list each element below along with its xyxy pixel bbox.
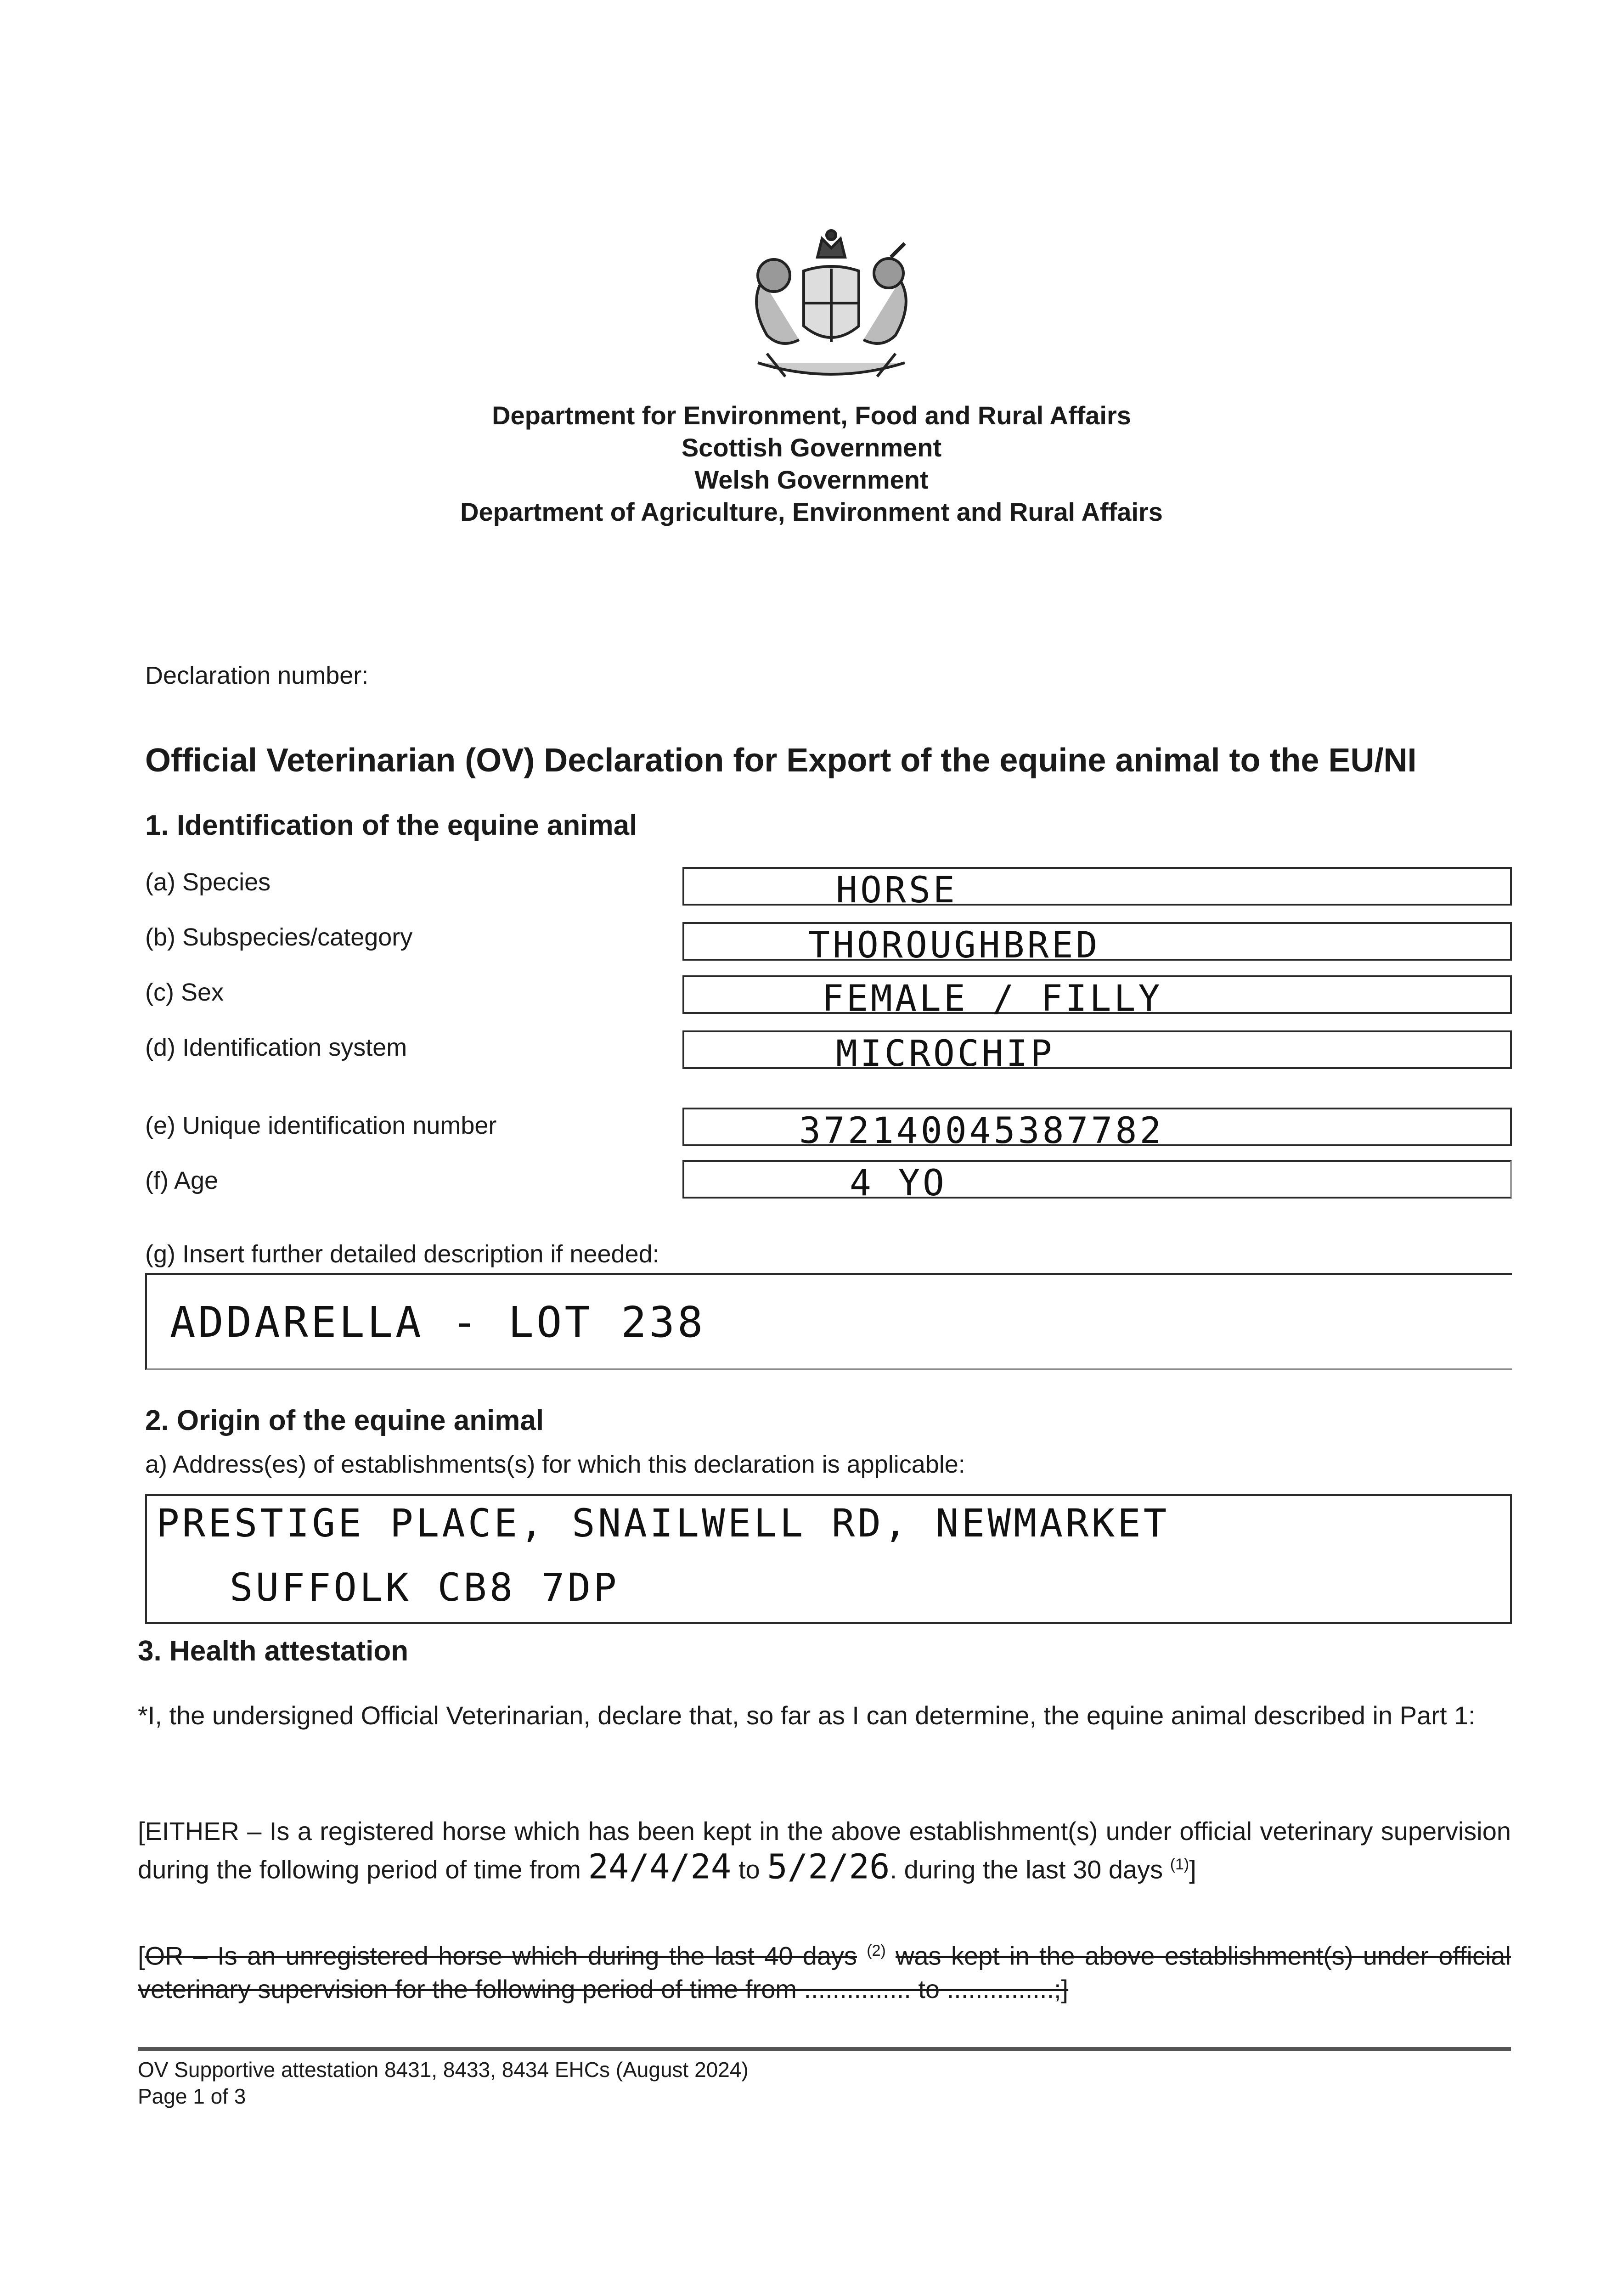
royal-coat-of-arms-icon (730, 225, 932, 395)
sex-label: (c) Sex (145, 979, 224, 1006)
further-description-value: ADDARELLA - LOT 238 (170, 1298, 706, 1347)
department-name: Welsh Government (694, 465, 929, 494)
either-footnote: (1) (1170, 1856, 1189, 1873)
unique-id-field[interactable] (682, 1108, 1512, 1152)
footer-attestation-ref: OV Supportive attestation 8431, 8433, 8434 EHCs (August 2024) (138, 2058, 749, 2082)
either-to-date: 5/2/26 (767, 1847, 890, 1887)
further-description-field[interactable] (145, 1273, 1512, 1370)
unique-id-label: (e) Unique identification number (145, 1112, 497, 1139)
section-1-heading: 1. Identification of the equine animal (145, 810, 637, 841)
address-label: a) Address(es) of establishments(s) for which this declaration is applicable: (145, 1451, 965, 1478)
subspecies-value: THOROUGHBRED (808, 925, 1100, 966)
subspecies-label: (b) Subspecies/category (145, 923, 413, 951)
further-description-label: (g) Insert further detailed description if needed: (145, 1240, 659, 1268)
department-name: Department for Environment, Food and Rural Affairs (492, 401, 1131, 430)
or-open: [ (138, 1941, 145, 1970)
or-clause (138, 1934, 1511, 2006)
species-label: (a) Species (145, 868, 271, 896)
either-text-end: during the last 30 days (904, 1855, 1163, 1884)
age-label: (f) Age (145, 1167, 219, 1194)
either-clause: [EITHER – Is a registered horse which has been kept in the above establishment(s) under official veterinary supervision during the following period of time from 24/4/24 to 5/2/26. during the last 30 days $^{(1)}$] (138, 1817, 1511, 1887)
or-footnote: (2) (867, 1942, 886, 1959)
section-3-heading: 3. Health attestation (138, 1635, 409, 1667)
page-number: Page 1 of 3 (138, 2084, 246, 2108)
health-attestation-intro: *I, the undersigned Official Veterinarian, declare that, so far as I can determine, the equine animal described in Part 1: (138, 1701, 1476, 1730)
identification-system-label: (d) Identification system (145, 1034, 407, 1061)
declaration-number-label: Declaration number: (145, 662, 369, 689)
address-line-1: PRESTIGE PLACE, SNAILWELL RD, NEWMARKET (156, 1501, 1170, 1546)
or-text: OR – Is an unregistered horse which during the last 40 days (145, 1941, 857, 1970)
department-header (0, 400, 1623, 528)
unique-id-value: 372140045387782 (799, 1110, 1164, 1152)
either-from-date: 24/4/24 (588, 1847, 732, 1887)
either-text: [EITHER – Is a registered horse which has been kept in the above establishment(s) under official veterinary supervision during the following period of time from (138, 1817, 1511, 1884)
section-2-heading: 2. Origin of the equine animal (145, 1405, 544, 1436)
age-field[interactable] (682, 1160, 1512, 1204)
sex-value: FEMALE / FILLY (822, 978, 1163, 1019)
sex-field[interactable] (682, 975, 1512, 1019)
footer-divider (138, 2047, 1511, 2051)
or-text-2: was kept in the above establishment(s) under official veterinary supervision for the following period of time from ............... to ...............;] (138, 1941, 1511, 2003)
address-line-2: SUFFOLK CB8 7DP (230, 1565, 620, 1610)
footer (138, 2056, 749, 2110)
species-value: HORSE (836, 870, 958, 911)
identification-system-value: MICROCHIP (836, 1033, 1055, 1075)
age-value: 4 YO (850, 1163, 947, 1204)
species-field[interactable] (682, 867, 1512, 911)
either-to-word: to (738, 1855, 760, 1884)
subspecies-field[interactable] (682, 922, 1512, 966)
page-title: Official Veterinarian (OV) Declaration for Export of the equine animal to the EU/NI (145, 742, 1417, 779)
department-name: Scottish Government (681, 433, 942, 462)
department-name: Department of Agriculture, Environment and Rural Affairs (460, 497, 1163, 526)
either-close: ] (1189, 1855, 1196, 1884)
identification-system-field[interactable] (682, 1030, 1512, 1075)
address-field[interactable] (145, 1494, 1512, 1624)
